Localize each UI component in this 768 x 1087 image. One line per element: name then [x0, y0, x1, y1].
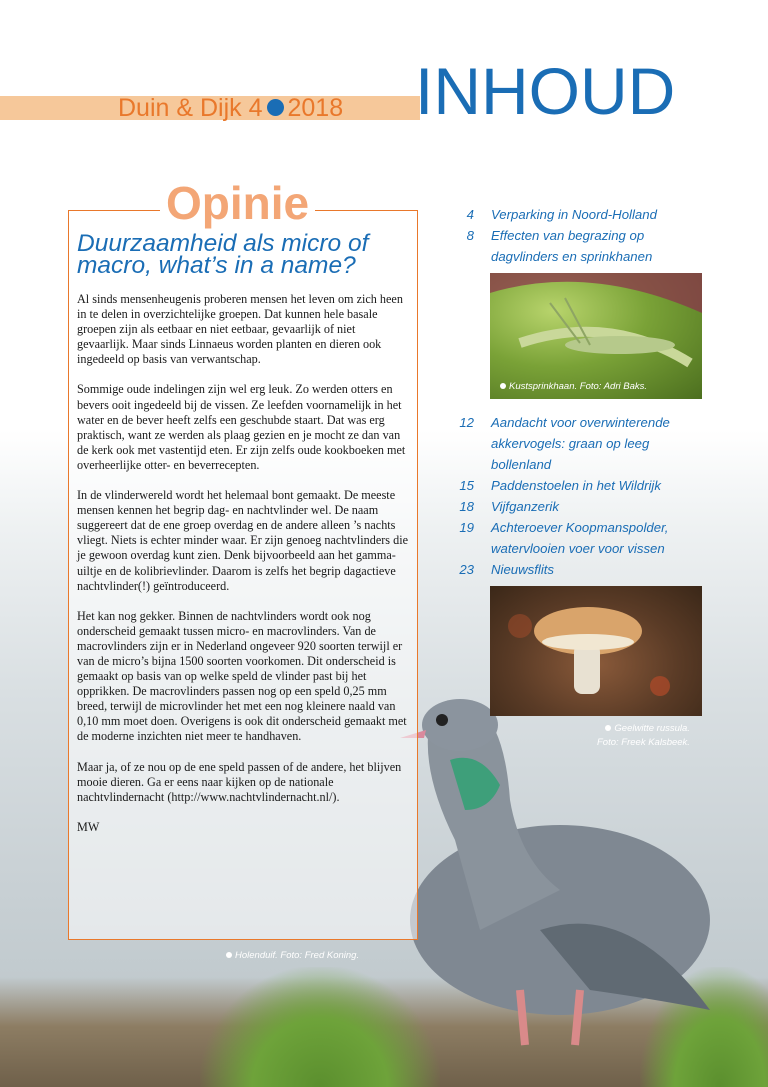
caption-text: Holenduif. Foto: Fred Koning. — [235, 950, 360, 961]
magazine-name: Duin & Dijk 4 — [118, 94, 263, 122]
opinion-subtitle: Duurzaamheid als micro of macro, what’s in a name? — [77, 230, 369, 279]
bullet-icon — [500, 383, 506, 389]
toc-title: Achteroever Koopmanspolder, watervlooien voer voor vissen — [491, 520, 669, 556]
opinion-paragraph: Al sinds mensenheugenis proberen mensen het leven om zich heen in te delen in overzichtelijke groepen. Dat kunnen hele basale groepen zijn als eetbaar en niet eetbaar, gevaarlijk of niet gevaarlijk. Maar sinds Linnaeus worden planten en dieren ook ingedeeld op basis van verwantschap. — [77, 292, 403, 367]
opinion-signature: MW — [77, 819, 100, 834]
bullet-icon — [226, 952, 232, 958]
grasshopper-caption — [500, 381, 647, 392]
opinion-paragraph: Maar ja, of ze nou op de ene speld passen of de andere, het blijven mooie dieren. Ga er eens naar kijken op de nationale nachtvlindernacht (http://www.nachtvlindernacht.nl/). — [77, 759, 402, 804]
toc-title: Nieuwsflits — [491, 562, 555, 577]
toc-title: Aandacht voor overwinterende akkervogels: graan op leeg bollenland — [491, 415, 670, 472]
opinion-paragraph: Sommige oude indelingen zijn wel erg leuk. Zo werden otters en bevers ooit ingedeeld bij de vissen. Ze leefden voornamelijk in het water en de bever heeft zelfs een geschubde staart. Dat was erg praktisch, want ze werden als plaag gezien en je mocht ze dan van de kerk ook met vastentijd eten. Er zijn zelfs oude kookboeken met overheerlijke otter- en beverrecepten. — [77, 382, 406, 472]
toc-title: Effecten van begrazing op dagvlinders en sprinkhanen — [491, 228, 653, 264]
toc-page: 4 — [466, 207, 474, 222]
toc-item[interactable] — [440, 225, 710, 267]
toc-page: 23 — [459, 562, 474, 577]
dot-icon — [267, 99, 284, 116]
caption-text: Geelwitte russula. — [614, 723, 690, 734]
opinion-paragraph: Het kan nog gekker. Binnen de nachtvlinders wordt ook nog onderscheid gemaakt tussen micro- en macrovlinders. Van de macrovlinders zijn er in Nederland ongeveer 920 soorten terwijl er van de micro’s bijna 1500 soorten voorkomen. Dit onderscheid is gemaakt op basis van op welke speld de vlinder past bij het opprikken. De macrovlinders passen nog op een speld 0,25 mm breed, terwijl de microvlinder het met een nog kleinere naald van 0,10 mm moet doen. Overigens is ook dit onderscheid gemaakt met de moderne inzichten niet meer te handhaven. — [77, 608, 407, 744]
caption-text: Kustsprinkhaan. Foto: Adri Baks. — [509, 381, 647, 392]
toc-page: 19 — [459, 520, 474, 535]
toc-item[interactable] — [440, 204, 710, 225]
toc-page: 18 — [459, 499, 474, 514]
grasshopper-photo — [490, 273, 702, 399]
pigeon-caption — [226, 950, 359, 961]
toc-group-1 — [440, 204, 710, 267]
caption-text: Foto: Freek Kalsbeek. — [597, 737, 690, 748]
magazine-year: 2018 — [287, 94, 344, 122]
toc-page: 12 — [459, 415, 474, 430]
opinion-body — [77, 292, 410, 850]
mushroom-caption — [597, 722, 690, 750]
toc-group-2 — [440, 412, 710, 580]
opinion-heading: Opinie — [160, 180, 315, 226]
toc-item[interactable] — [440, 412, 710, 475]
toc-page: 8 — [466, 228, 474, 243]
toc-title: Vijfganzerik — [491, 499, 559, 514]
opinion-paragraph: In de vlinderwereld wordt het helemaal bont gemaakt. De meeste mensen kennen het begrip dag- en nachtvlinder wel. De naam suggereert dat de ene groep overdag en de andere alleen ’s nachts vliegt. Niets is echter minder waar. Er zijn genoeg nachtvlinders die je gewoon overdag kunt zien. Denk bijvoorbeeld aan het gamma-uiltje en de kolibrievlinder. Daarom is zelfs het begrip dagactieve nachtvlinder(!) geïntroduceerd. — [77, 488, 408, 593]
mushroom-icon — [490, 586, 702, 716]
toc-item[interactable] — [440, 496, 710, 517]
toc-item[interactable] — [440, 517, 710, 559]
toc-title: Verparking in Noord-Holland — [491, 207, 657, 222]
toc-item[interactable] — [440, 475, 710, 496]
mushroom-photo — [490, 586, 702, 716]
section-title: INHOUD — [415, 54, 676, 128]
bullet-icon — [605, 725, 611, 731]
toc-page: 15 — [459, 478, 474, 493]
magazine-title — [118, 94, 343, 123]
toc-item[interactable] — [440, 559, 710, 580]
toc-title: Paddenstoelen in het Wildrijk — [491, 478, 661, 493]
